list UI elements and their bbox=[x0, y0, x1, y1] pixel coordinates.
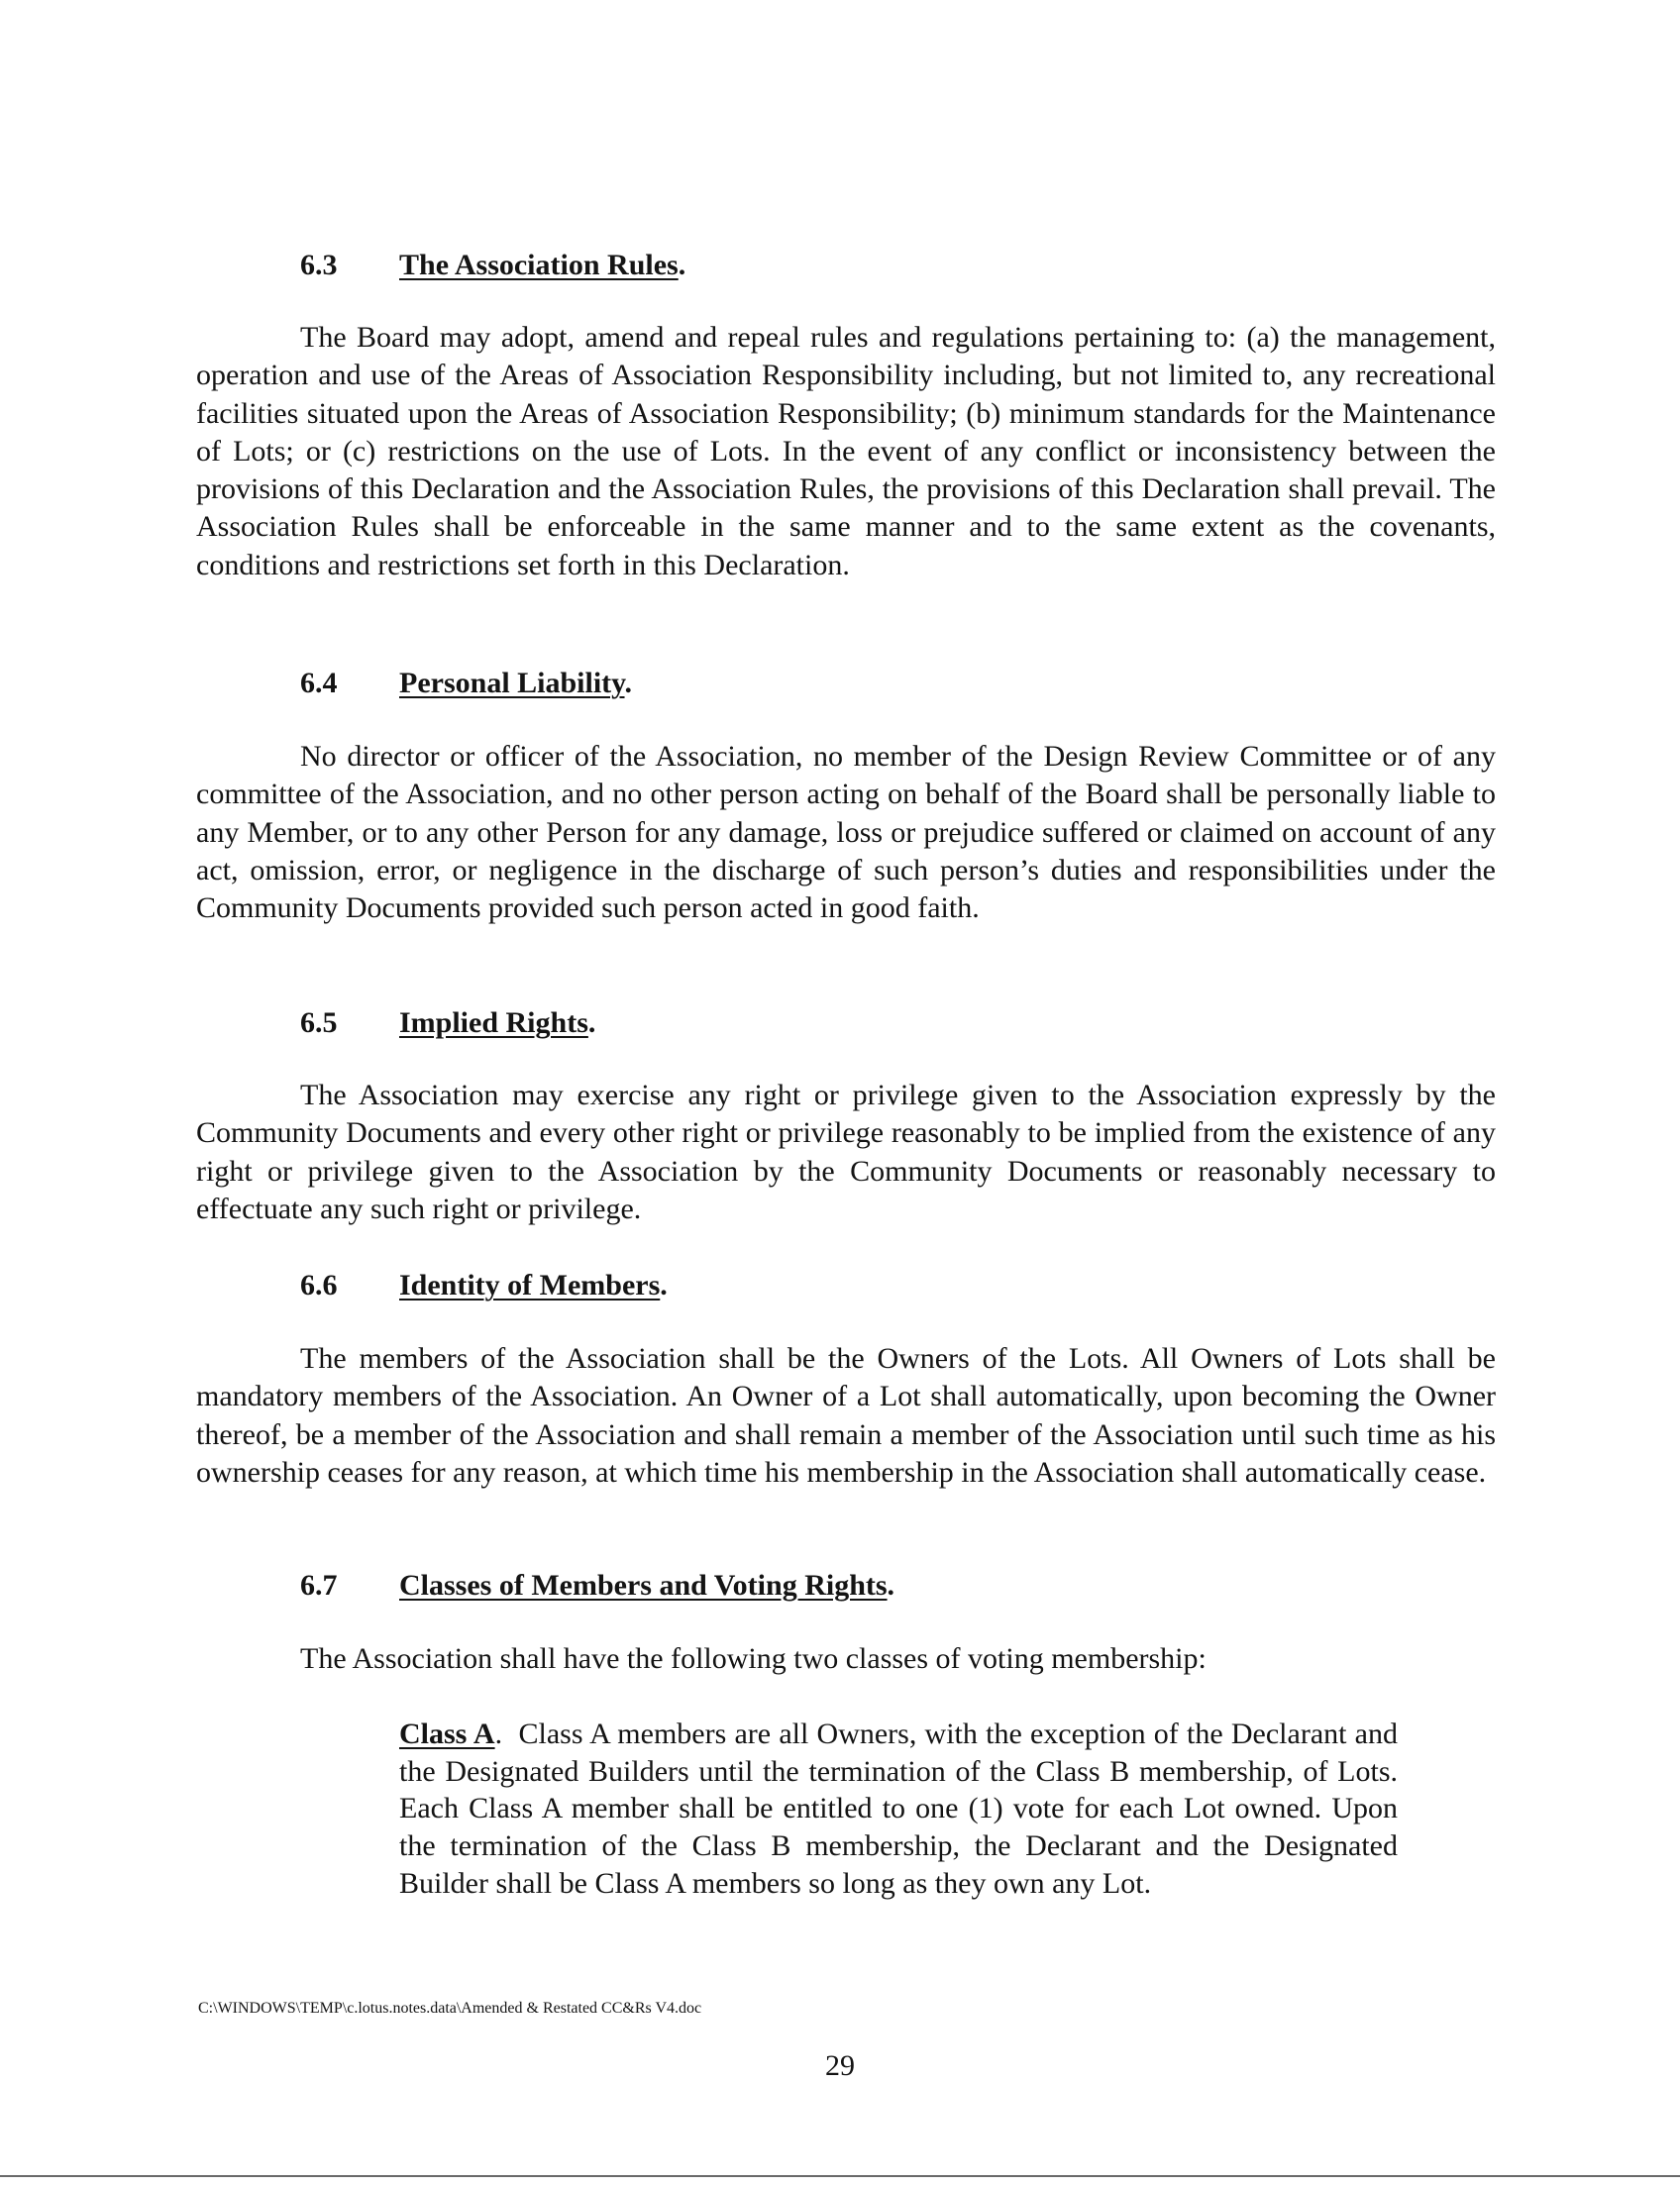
section-heading-6-3 bbox=[300, 248, 685, 283]
class-a-label: Class A bbox=[399, 1718, 495, 1750]
section-number: 6.3 bbox=[300, 249, 338, 281]
section-heading-6-7 bbox=[300, 1568, 894, 1604]
section-title: Identity of Members bbox=[399, 1269, 661, 1302]
section-paragraph-6-4: No director or officer of the Association, no member of the Design Review Committee or of any committee of the Association, and no other person acting on behalf of the Board shall be personally liable to any Member, or to any other Person for any damage, loss or prejudice suffered or claimed on account of any act, omission, error, or negligence in the discharge of such person’s duties and responsibilities under the Community Documents provided such person acted in good faith. bbox=[196, 740, 1496, 925]
class-a-paragraph bbox=[399, 1716, 1398, 1903]
class-a-text: Class A members are all Owners, with the exception of the Declarant and the Designated Builders until the termination of the Class B membership, of Lots. Each Class A member shall be entitled to one (1) vote for each Lot owned. Upon the termination of the Class B membership, the Declarant and the Designated Builder shall be Class A members so long as they own any Lot. bbox=[399, 1718, 1398, 1900]
section-number: 6.6 bbox=[300, 1269, 338, 1302]
section-paragraph-6-5: The Association may exercise any right or privilege given to the Association expressly by the Community Documents and every other right or privilege reasonably to be implied from the existence of any right or privilege given to the Association by the Community Documents or reasonably necessary to effectuate any such right or privilege. bbox=[196, 1079, 1496, 1225]
class-a-period: . bbox=[494, 1718, 519, 1750]
section-title: The Association Rules bbox=[399, 249, 679, 281]
section-paragraph-6-7: The Association shall have the following two classes of voting membership: bbox=[300, 1642, 1207, 1675]
section-title: Personal Liability bbox=[399, 667, 625, 699]
section-heading-6-4 bbox=[300, 666, 632, 701]
heading-period: . bbox=[660, 1269, 668, 1302]
heading-period: . bbox=[887, 1569, 895, 1602]
section-title: Classes of Members and Voting Rights bbox=[399, 1569, 888, 1602]
heading-period: . bbox=[678, 249, 686, 281]
section-number: 6.4 bbox=[300, 667, 338, 699]
heading-period: . bbox=[624, 667, 633, 699]
page-number: 29 bbox=[825, 2049, 855, 2082]
section-paragraph-6-6: The members of the Association shall be the Owners of the Lots. All Owners of Lots shall be mandatory members of the Association. An Owner of a Lot shall automatically, upon becoming the Owner thereof, be a member of the Association and shall remain a member of the Association until such time as his ownership ceases for any reason, at which time his membership in the Association shall automatically cease. bbox=[196, 1342, 1496, 1489]
bottom-divider bbox=[0, 2175, 1680, 2177]
section-heading-6-5 bbox=[300, 1005, 595, 1041]
section-title: Implied Rights bbox=[399, 1006, 588, 1039]
section-number: 6.5 bbox=[300, 1006, 338, 1039]
section-heading-6-6 bbox=[300, 1268, 668, 1303]
section-paragraph-6-3: The Board may adopt, amend and repeal rules and regulations pertaining to: (a) the management, operation and use of the Areas of Association Responsibility including, but not limited to, any recreational facilities situated upon the Areas of Association Responsibility; (b) minimum standards for the Maintenance of Lots; or (c) restrictions on the use of Lots. In the event of any conflict or inconsistency between the provisions of this Declaration and the Association Rules, the provisions of this Declaration shall prevail. The Association Rules shall be enforceable in the same manner and to the same extent as the covenants, conditions and restrictions set forth in this Declaration. bbox=[196, 321, 1496, 581]
footer-file-path: C:\WINDOWS\TEMP\c.lotus.notes.data\Amended & Restated CC&Rs V4.doc bbox=[198, 2000, 702, 2017]
section-number: 6.7 bbox=[300, 1569, 338, 1602]
heading-period: . bbox=[587, 1006, 596, 1039]
